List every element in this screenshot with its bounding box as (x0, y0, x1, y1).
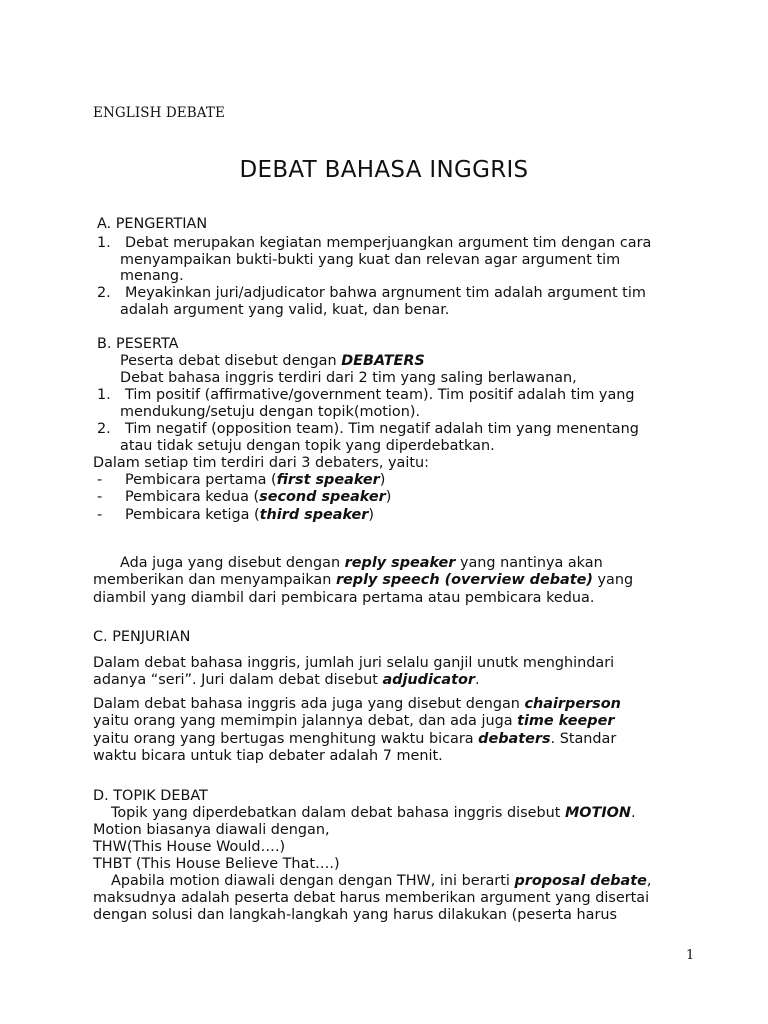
reply-paragraph-line: Ada juga yang disebut dengan reply speaker yang nantinya akan (120, 555, 603, 571)
section-d-paragraph-line: dengan solusi dan langkah-langkah yang harus dilakukan (peserta harus (93, 907, 617, 923)
speaker-list-item: Pembicara pertama (first speaker) (125, 472, 386, 488)
document-title: DEBAT BAHASA INGGRIS (239, 157, 529, 183)
section-d-heading: D. TOPIK DEBAT (93, 788, 208, 804)
section-d-paragraph-line: THW(This House Would….) (93, 839, 286, 855)
section-a-heading: A. PENGERTIAN (97, 216, 208, 232)
section-a-item2-number: 2. (97, 285, 111, 301)
section-b-item1-line: mendukung/setuju dengan topik(motion). (120, 404, 421, 420)
document-header: ENGLISH DEBATE (93, 105, 225, 121)
section-b-item1-number: 1. (97, 387, 111, 403)
section-c-paragraph-line: adanya “seri”. Juri dalam debat disebut adjudicator. (93, 672, 480, 688)
section-a-item1-number: 1. (97, 235, 111, 251)
section-d-paragraph-line: Topik yang diperdebatkan dalam debat bahasa inggris disebut MOTION. (111, 805, 636, 821)
section-c-paragraph-line: Dalam debat bahasa inggris ada juga yang disebut dengan chairperson (93, 696, 621, 712)
section-b-intro-line: Peserta debat disebut dengan DEBATERS (120, 353, 425, 369)
reply-paragraph-line: diambil yang diambil dari pembicara pertama atau pembicara kedua. (93, 590, 595, 606)
reply-paragraph-line: memberikan dan menyampaikan reply speech (overview debate) yang (93, 572, 634, 588)
section-d-paragraph-line: THBT (This House Believe That….) (93, 856, 340, 872)
section-d-paragraph-line: Apabila motion diawali dengan dengan THW, ini berarti proposal debate, (111, 873, 652, 889)
section-b-item2-line: Tim negatif (opposition team). Tim negatif adalah tim yang menentang (125, 421, 639, 437)
section-b-heading: B. PESERTA (97, 336, 179, 352)
section-a-item2-line: Meyakinkan juri/adjudicator bahwa argnument tim adalah argument tim (125, 285, 646, 301)
section-a-item2-line: adalah argument yang valid, kuat, dan benar. (120, 302, 450, 318)
section-b-item1-line: Tim positif (affirmative/government team). Tim positif adalah tim yang (125, 387, 635, 403)
section-c-paragraph-line: yaitu orang yang memimpin jalannya debat, dan ada juga time keeper (93, 713, 615, 729)
section-b-team-line: Dalam setiap tim terdiri dari 3 debaters, yaitu: (93, 455, 429, 471)
speaker-list-item: Pembicara kedua (second speaker) (125, 489, 392, 505)
section-a-item1-line: menang. (120, 268, 184, 284)
bullet-marker: - (97, 489, 103, 505)
page-number: 1 (686, 948, 695, 963)
section-c-paragraph-line: Dalam debat bahasa inggris, jumlah juri selalu ganjil unutk menghindari (93, 655, 615, 671)
section-a-item1-line: Debat merupakan kegiatan memperjuangkan argument tim dengan cara (125, 235, 652, 251)
section-d-paragraph-line: Motion biasanya diawali dengan, (93, 822, 330, 838)
bullet-marker: - (97, 472, 103, 488)
bullet-marker: - (97, 507, 103, 523)
section-d-paragraph-line: maksudnya adalah peserta debat harus memberikan argument yang disertai (93, 890, 650, 906)
speaker-list-item: Pembicara ketiga (third speaker) (125, 507, 375, 523)
section-a-item1-line: menyampaikan bukti-bukti yang kuat dan relevan agar argument tim (120, 252, 621, 268)
section-c-heading: C. PENJURIAN (93, 629, 191, 645)
section-c-paragraph-line: yaitu orang yang bertugas menghitung waktu bicara debaters. Standar (93, 731, 617, 747)
section-c-paragraph-line: waktu bicara untuk tiap debater adalah 7 menit. (93, 748, 443, 764)
section-b-item2-number: 2. (97, 421, 111, 437)
section-b-intro-line: Debat bahasa inggris terdiri dari 2 tim yang saling berlawanan, (120, 370, 577, 386)
section-b-item2-line: atau tidak setuju dengan topik yang diperdebatkan. (120, 438, 495, 454)
